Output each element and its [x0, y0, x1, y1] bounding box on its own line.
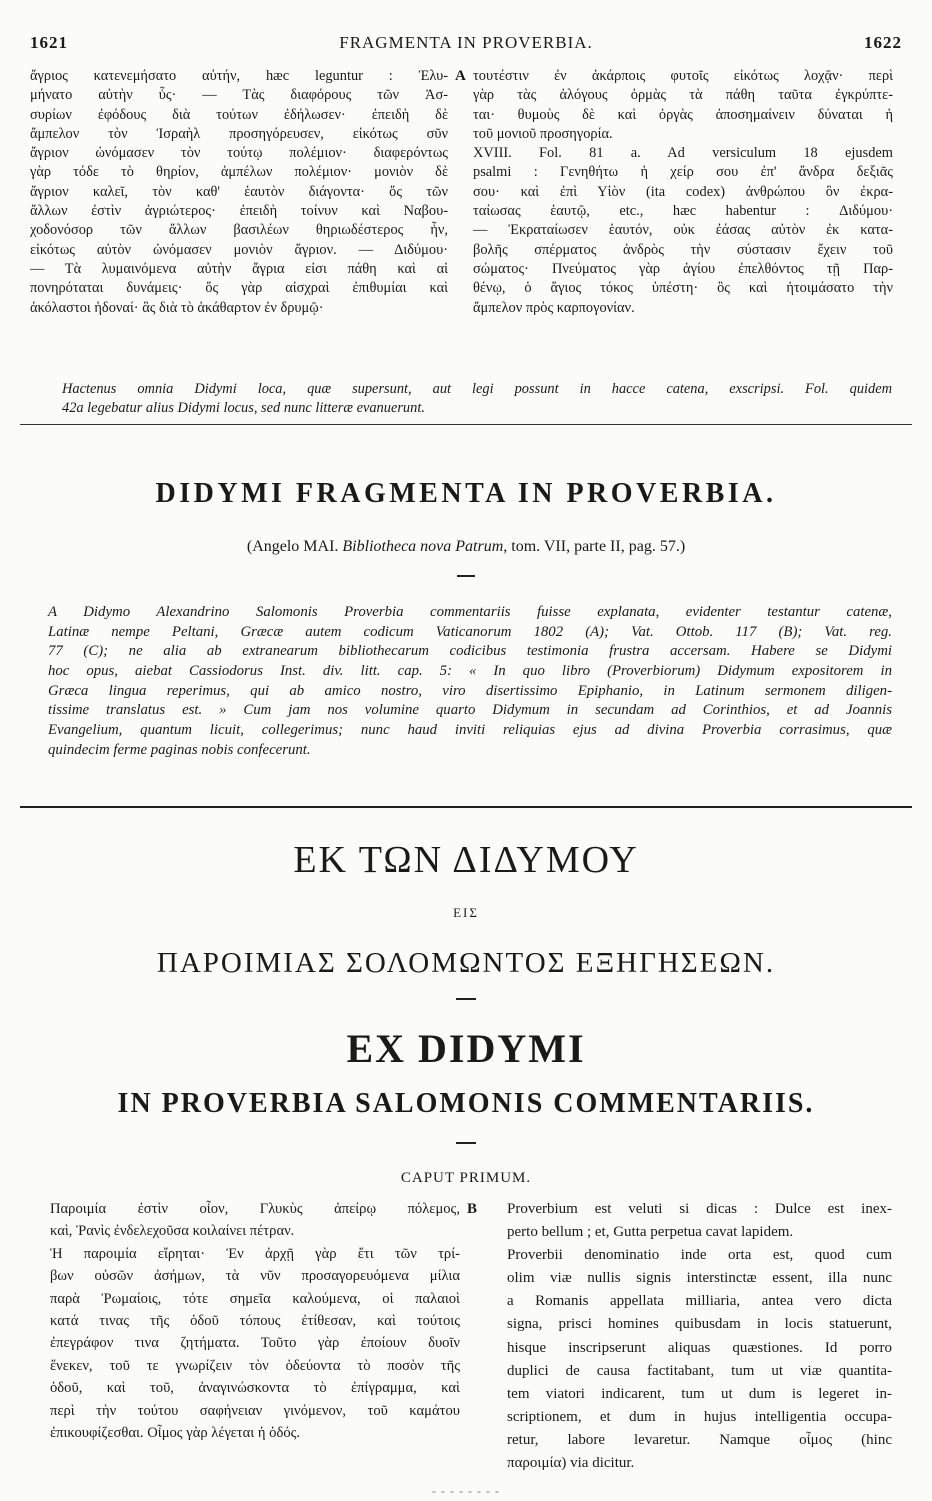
right-page-number: 1622 — [864, 33, 902, 52]
running-title: FRAGMENTA IN PROVERBIA. — [339, 33, 593, 52]
text-line: ἐπικουφίζεσθαι. Οἶμος γὰρ λέγεται ἡ ὁδός. — [50, 1424, 301, 1441]
divider-dash — [457, 575, 475, 577]
text-line: Proverbium est veluti si dicas : Dulce est inex- — [507, 1201, 892, 1217]
latin-title-line1: EX DIDYMI — [346, 1026, 586, 1071]
text-line: κατά τινας τῆς ὁδοῦ τόπους ἐτίθεσαν, καὶ τούτοις — [50, 1312, 460, 1329]
text-line: scriptionem, et dum in hujus intelligentia occupa- — [507, 1408, 892, 1425]
text-line: περὶ τὴν τούτου σαφήνειαν γινόμενον, τοῦ καμάτου — [50, 1402, 460, 1419]
text-line: ται· θυμοὺς δὲ καὶ ὀργὰς ἀποσημαίνειν δύναται ἡ — [473, 106, 893, 123]
intro-line: A Didymo Alexandrino Salomonis Proverbia commentariis fuisse explanata, evidenter testantur catenæ, — [48, 604, 892, 620]
text-line: τουτέστιν ἐν ἀκάρποις φυτοῖς εἰκότως λοχᾷν· περὶ — [473, 68, 893, 84]
source-rest: , tom. VII, parte II, pag. 57.) — [503, 538, 686, 555]
text-line: ἄμπελον τὸν Ἰσραὴλ προσηγόρευσεν, εἰκότως σῦν — [30, 125, 448, 142]
text-line: παροιμία) via dicitur. — [507, 1455, 635, 1472]
intro-line: tissime translatus est. » Cum jam nos volumine quarto Didymum in secundam ad Corinthios, et ad Joannis — [48, 702, 892, 719]
text-line: tem viatori indicarent, tum ut dum is legeret in- — [507, 1385, 892, 1402]
running-head — [30, 33, 902, 55]
intro-line: Evangelium, quantum licuit, collegerimus; nunc haud inviti reliquias ejus ad divina Proverbia corrasimus, quæ — [48, 722, 892, 739]
greek-title-line2: ΕΙΣ — [453, 905, 479, 920]
text-line: ἄγριος κατενεμήσατο αὐτήν, hæc leguntur : Ἐλυ- — [30, 68, 448, 84]
text-line: Ἡ παροιμία εἴρηται· Ἐν ἀρχῇ γὰρ ἔτι τῶν τρί- — [50, 1245, 460, 1262]
text-line: γὰρ τόδε τὸ θηρίον, ἀμπέλων πολέμιον· μονιὸν δὲ — [30, 164, 448, 181]
text-line: ταίωσας ἑαυτῷ, etc., hæc habentur : Διδύμου· — [473, 203, 893, 220]
text-line: βων οὐσῶν ἀσήμων, τὰ νῦν προσαγορευόμενα μίλια — [50, 1268, 460, 1285]
greek-title-line3: ΠΑΡΟΙΜΙΑΣ ΣΟΛΟΜΩΝΤΟΣ ΕΞΗΓΗΣΕΩΝ. — [156, 947, 776, 979]
section-rule — [20, 424, 912, 425]
text-line: θένῳ, ὁ ἅγιος τόκος ὑπέστη· ὃς καὶ ἡτοιμάσατο τὴν — [473, 280, 893, 297]
text-line: ἀκόλαστοι ἡδοναί· ἃς διὰ τὸ ἀκάθαρτον ἐν δρυμῷ· — [30, 299, 324, 316]
top-right-column — [473, 67, 893, 318]
text-line: σου· καὶ ἐπὶ Υἱὸν (ita codex) ἀνθρώπου ὃν ἐκρα- — [473, 183, 893, 200]
text-line: ἄμπελον πρὸς καρπογονίαν. — [473, 299, 635, 316]
text-line: ὁδοῦ, καὶ τοῦ, ἀναγινώσκοντα τὸ ἐπίγραμμα, καὶ — [50, 1380, 460, 1397]
page-scrap-mark: - - - - - - - - — [432, 1484, 500, 1498]
margin-marker-b: B — [467, 1201, 478, 1217]
text-line: Παροιμία ἐστὶν οἷον, Γλυκὺς ἀπείρῳ πόλεμος, — [50, 1201, 460, 1217]
text-line: duplici de causa factitabant, tum ut viæ quantita- — [507, 1362, 892, 1379]
text-line: συρίων ἐφόδους διὰ τούτων ἐδήλωσεν· ἐπειδὴ δὲ — [30, 106, 448, 123]
text-line: olim viæ nullis signis interstinctæ essent, illa nunc — [507, 1270, 892, 1287]
text-line: hisque inscripserunt aliquas quæstiones. Id porro — [507, 1339, 892, 1356]
intro-line: Latinæ nempe Peltani, Græcæ autem codicum Vaticanorum 1802 (A); Vat. Ottob. 117 (B); Vat. reg. — [48, 623, 892, 640]
text-line: τοῦ μονιοῦ προσηγορία. — [473, 125, 613, 142]
latin-text-column — [507, 1198, 892, 1475]
left-page-number: 1621 — [30, 33, 68, 52]
section-rule-thick — [20, 806, 912, 808]
source-work: Bibliotheca nova Patrum — [342, 538, 504, 555]
intro-line: 77 (C); ne alia ab extranearum bibliothecarum codicibus testimonia frustra accersam. Habere se Didymi — [48, 643, 892, 660]
text-line: XVIII. Fol. 81 a. Ad versiculum 18 ejusdem — [473, 145, 893, 162]
text-line: psalmi : Γενηθήτω ἡ χείρ σου ἐπ' ἄνδρα δεξιᾶς — [473, 164, 893, 181]
editor-note — [62, 380, 892, 418]
text-line: a Romanis appellata milliaria, antea vero dicta — [507, 1293, 892, 1310]
intro-line: hoc opus, aiebat Cassiodorus Inst. div. litt. cap. 5: « In quo libro (Proverbiorum) Didymum expositorem in — [48, 663, 892, 680]
text-line: retur, labore levaretur. Namque οἶμος (hinc — [507, 1431, 892, 1448]
text-line: χοδονόσορ τῶν ἄλλων βασιλέων θηριωδέστερος ἦν, — [30, 222, 448, 239]
margin-marker-a: A — [455, 68, 466, 84]
text-line: signa, prisci homines quibusdam in locis statuerunt, — [507, 1316, 892, 1333]
note-line: Hactenus omnia Didymi loca, quæ supersunt, aut legi possunt in hacce catena, exscripsi. Fol. quidem — [62, 381, 892, 397]
intro-line: Græca lingua reperimus, qui ab amico nostro, viro disertissimo Epiphanio, in Latinum sermonem diligen- — [48, 682, 892, 699]
text-line: καὶ, Ῥανὶς ἐνδελεχοῦσα κοιλαίνει πέτραν. — [50, 1223, 295, 1240]
top-left-column — [30, 67, 448, 318]
source-open: (Angelo — [246, 538, 304, 555]
latin-title-line2: IN PROVERBIA SALOMONIS COMMENTARIIS. — [117, 1088, 815, 1119]
text-line: ἄγριον καλεῖ, τὸν καθ' ἑαυτὸν διάγοντα· ὅς τῶν — [30, 183, 448, 200]
text-line: γὰρ τὰς ἀλόγους ὁρμὰς τὰ πάθη ταῦτα ἐγκρύπτε- — [473, 87, 893, 104]
text-line: perto bellum ; et, Gutta perpetua cavat lapidem. — [507, 1224, 794, 1241]
greek-text-column — [50, 1198, 460, 1444]
divider-dash — [456, 1142, 476, 1144]
text-line: ἐπεγράφον τινα ζητήματα. Τοῦτο γὰρ ἐποίουν δυοῖν — [50, 1335, 460, 1352]
text-line: σώματος· Πνεύματος γὰρ ἁγίου ἐπελθόντος τῇ Παρ- — [473, 260, 893, 277]
divider-dash — [456, 998, 476, 1000]
text-line: παρὰ Ῥωμαίοις, τότε σημεῖα καλούμενα, οἱ παλαιοὶ — [50, 1290, 460, 1307]
section-title: DIDYMI FRAGMENTA IN PROVERBIA. — [155, 478, 777, 509]
greek-title-line1: ΕΚ ΤΩΝ ΔΙΔΥΜΟΥ — [293, 839, 639, 881]
text-line: πονηρόταται δυνάμεις· ὅς γὰρ αἰσχραὶ ἐπιθυμίαι καὶ — [30, 280, 448, 297]
source-citation — [0, 538, 932, 556]
text-line: — Τὰ λυμαινόμενα αὐτὴν ἄγρια εἰσι πάθη καὶ αἱ — [30, 260, 448, 277]
text-line: μήνατο αὐτὴν ὗς· — Τὰς διαφόρους τῶν Ἀσ- — [30, 87, 448, 104]
intro-line: quindecim ferme paginas nobis confecerunt. — [48, 741, 311, 758]
text-line: Proverbii denominatio inde orta est, quod cum — [507, 1247, 892, 1264]
text-line: εἰκότως αὐτὸν ὠνόμασεν μονιὸν ἄγριον. — Διδύμου· — [30, 241, 448, 258]
text-line: ἄλλων ἐστὶν ἀγριώτερος· ἐπειδὴ τοίνυν καὶ Ναβου- — [30, 203, 448, 220]
text-line: ἄγριον ὠνόμασεν τὸν τούτῳ πολέμιον· διαφερόντως — [30, 145, 448, 162]
chapter-heading: CAPUT PRIMUM. — [400, 1170, 532, 1186]
text-line: — Ἐκραταίωσεν ἑαυτόν, οὐκ ἐάσας αὐτὸν ἐκ κατα- — [473, 222, 893, 239]
text-line: ἕνεκεν, τοῦ τε γνωρίζειν τὸν ὁδεύοντα τὸ ποσὸν τῆς — [50, 1357, 460, 1374]
note-line: 42a legebatur alius Didymi locus, sed nunc litteræ evanuerunt. — [62, 400, 425, 416]
introduction — [48, 603, 892, 761]
text-line: βολῆς σπέρματος ἀνδρὸς τὴν σύστασιν ἔχειν τοῦ — [473, 241, 893, 258]
source-author: MAI. — [303, 538, 339, 555]
